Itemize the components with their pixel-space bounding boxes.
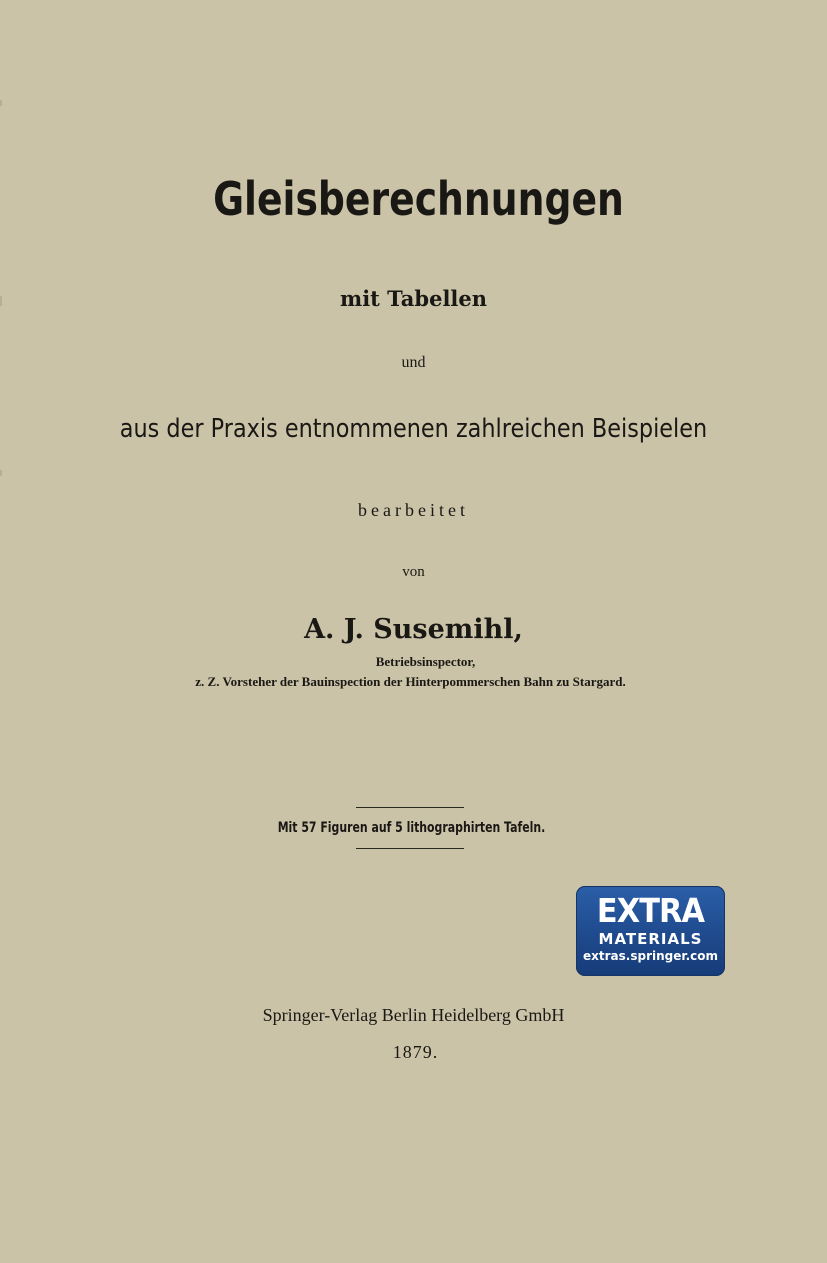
author-role: Betriebsinspector,	[375, 654, 476, 669]
subtitle-examples: aus der Praxis entnommenen zahlreichen Beispielen	[119, 414, 708, 444]
by-label: von	[402, 564, 425, 580]
book-title: Gleisberechnungen	[213, 172, 624, 226]
page-edge-mark	[0, 470, 2, 476]
figures-note: Mit 57 Figuren auf 5 lithographirten Tafeln.	[277, 820, 546, 836]
divider-bottom	[356, 848, 464, 849]
badge-materials-label: MATERIALS	[598, 930, 703, 948]
badge-extra-label: EXTRA	[596, 891, 705, 930]
author-position: z. Z. Vorsteher der Bauinspection der Hinterpommerschen Bahn zu Stargard.	[195, 674, 626, 689]
edited-label: bearbeitet	[358, 500, 469, 520]
badge-url-link[interactable]: extras.springer.com	[583, 949, 718, 963]
author-name: A. J. Susemihl,	[304, 614, 523, 645]
page-edge-mark	[0, 100, 2, 106]
subtitle-tables: mit Tabellen	[339, 286, 488, 311]
publication-year: 1879.	[392, 1042, 439, 1062]
divider-top	[356, 807, 464, 808]
publisher: Springer-Verlag Berlin Heidelberg GmbH	[262, 1005, 565, 1025]
extra-materials-badge[interactable]	[576, 886, 725, 976]
connector-und: und	[401, 354, 426, 371]
